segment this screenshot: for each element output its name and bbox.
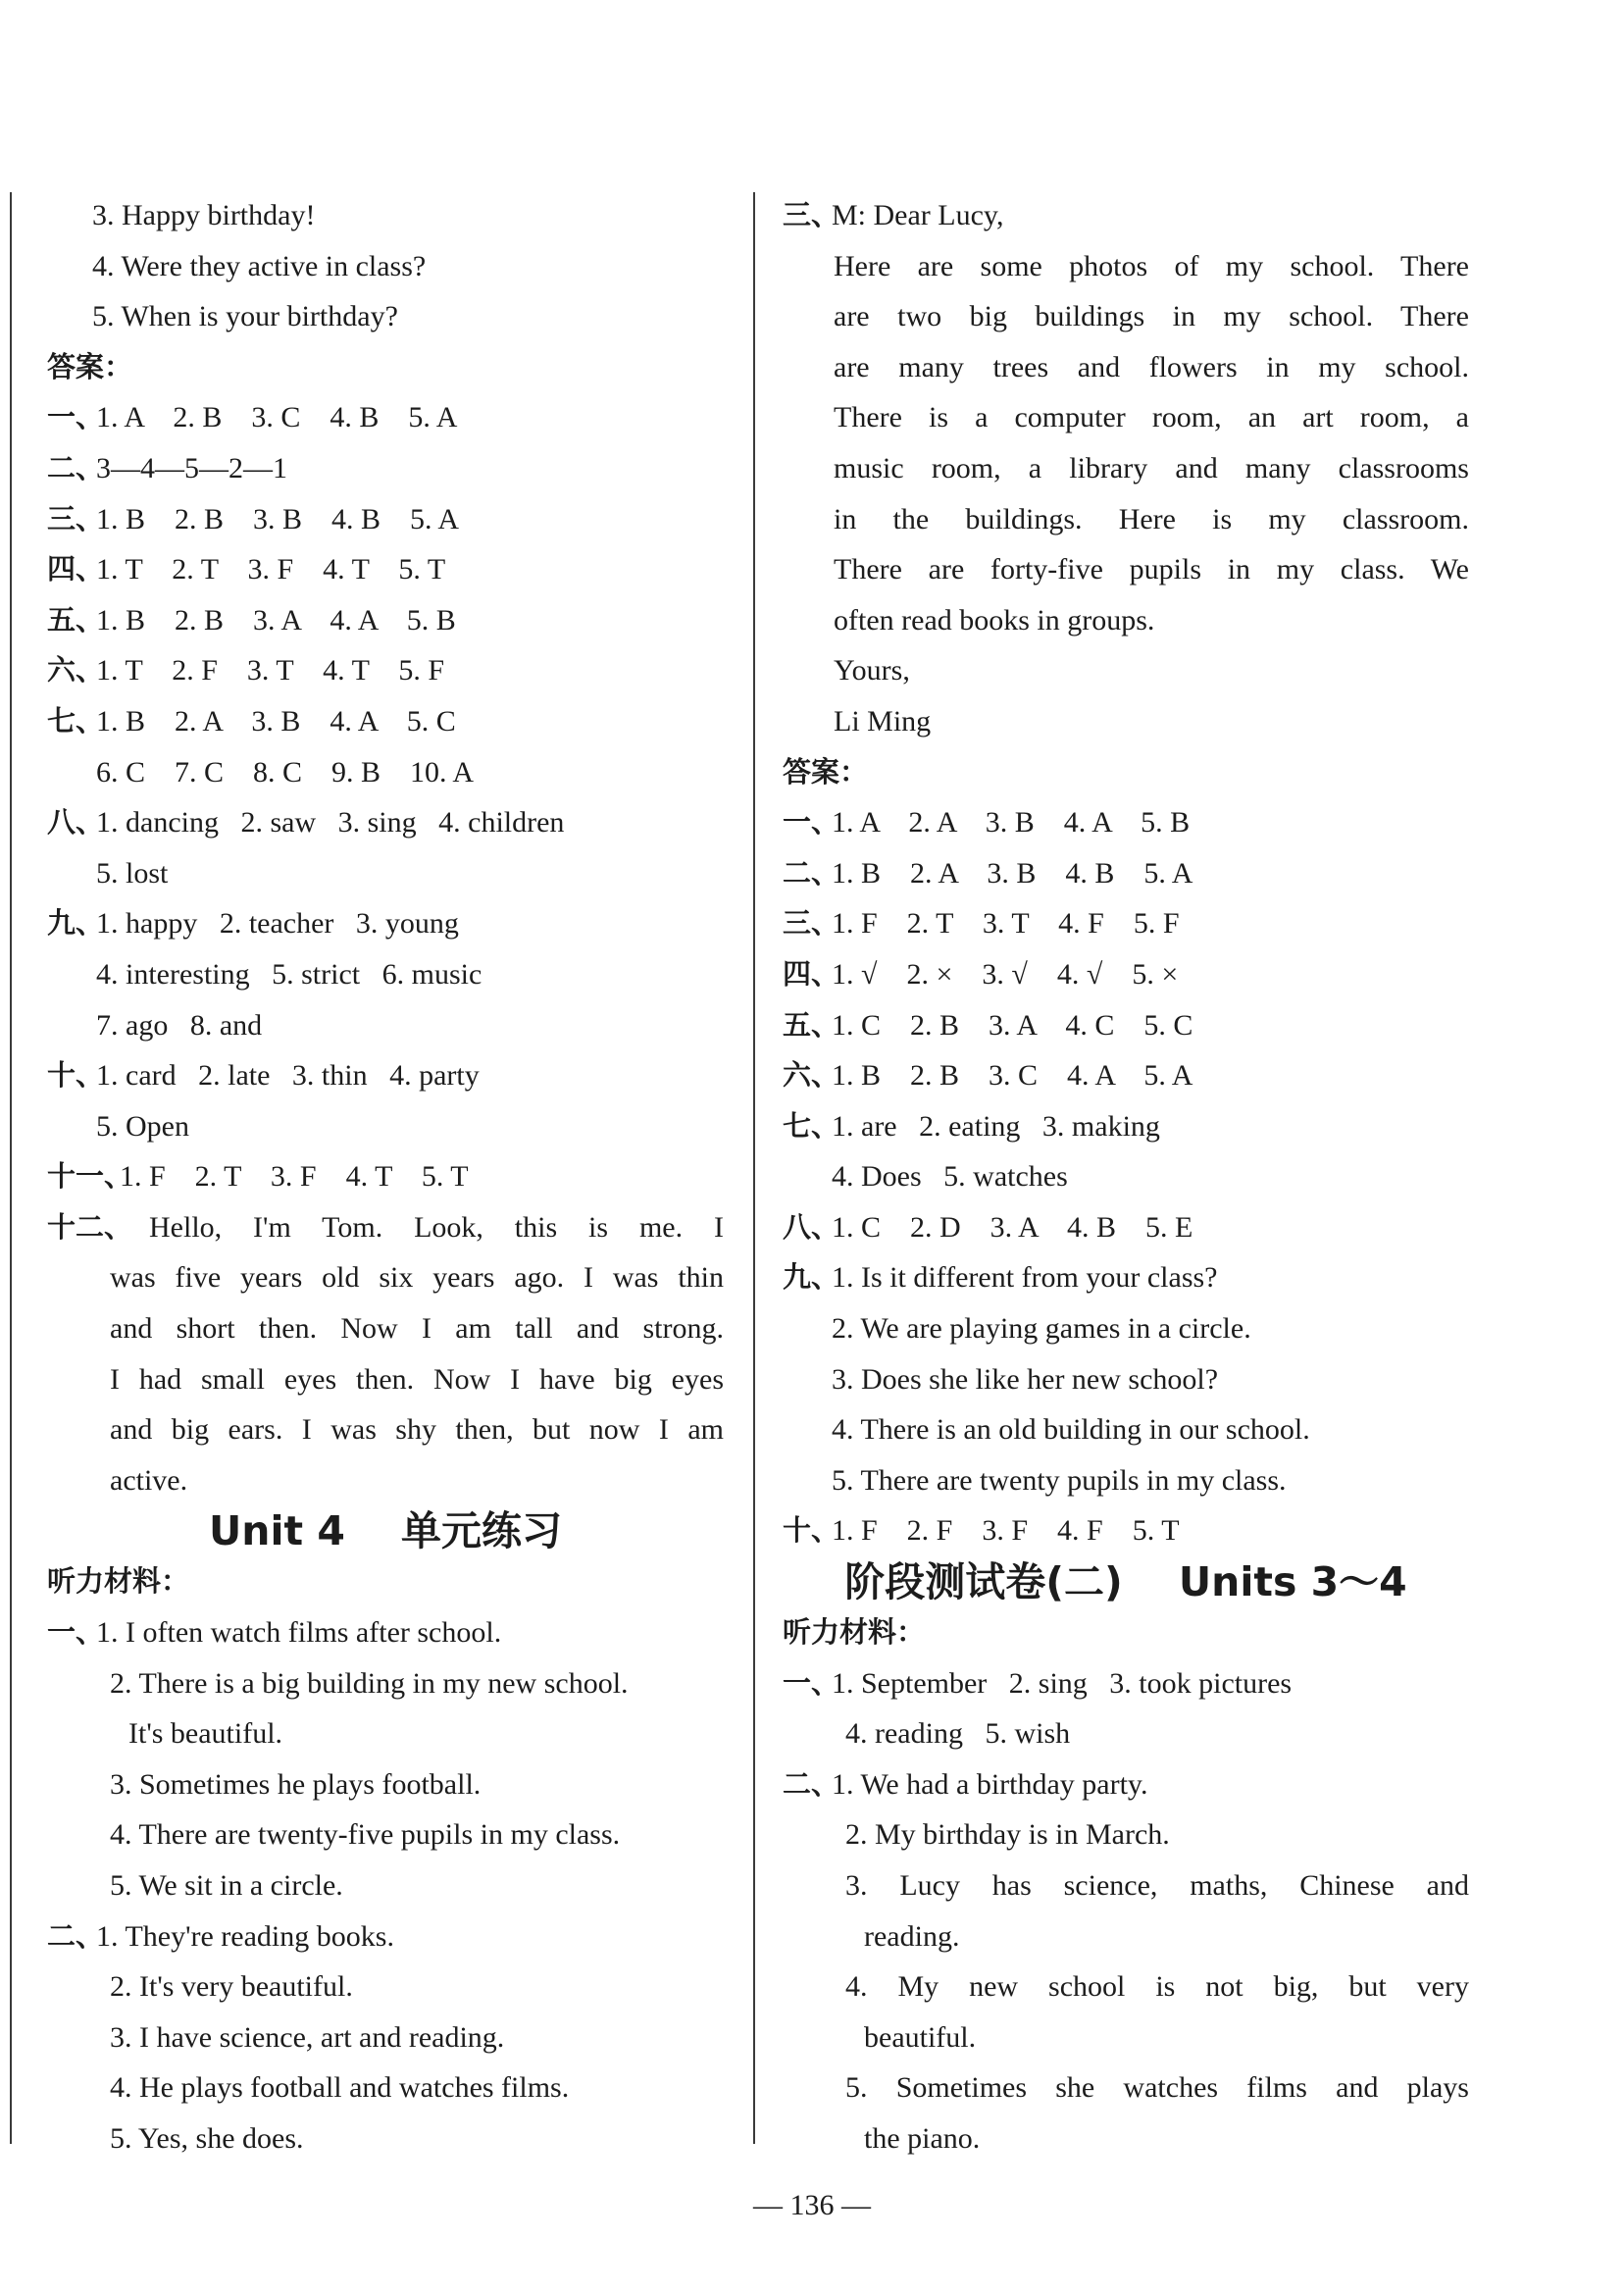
answer-line: 二、1. B 2. A 3. B 4. B 5. A [783, 855, 1193, 890]
answer-line: 4. interesting 5. strict 6. music [96, 957, 482, 991]
listening-line: 4. Were they active in class? [92, 249, 427, 282]
letter-signature: Li Ming [834, 704, 932, 738]
listening-line: It's beautiful. [128, 1717, 283, 1751]
answer-line: 八、1. C 2. D 3. A 4. B 5. E [783, 1209, 1193, 1244]
listening-line: 一、1. September 2. sing 3. took pictures [783, 1665, 1293, 1700]
listening-line: 二、1. We had a birthday party. [783, 1766, 1148, 1801]
answer-line: 6. C 7. C 8. C 9. B 10. A [96, 755, 475, 789]
answer-line: 二、3—4—5—2—1 [47, 450, 287, 484]
answer-line: 一、1. A 2. A 3. B 4. A 5. B [783, 805, 1191, 840]
answer-line: 六、1. B 2. B 3. C 4. A 5. A [783, 1058, 1193, 1093]
answer-line: 4. Does 5. watches [832, 1160, 1068, 1194]
letter-line: are two big buildings in my school. There [834, 300, 1469, 333]
answer-line: 5. There are twenty pupils in my class. [832, 1463, 1287, 1497]
answer-line: 三、1. B 2. B 3. B 4. B 5. A [47, 501, 460, 535]
answer-line: 七、1. are 2. eating 3. making [783, 1108, 1160, 1143]
answer-line: 五、1. B 2. B 3. A 4. A 5. B [47, 602, 456, 636]
left-border-line [10, 192, 12, 2144]
answer-line: 七、1. B 2. A 3. B 4. A 5. C [47, 703, 456, 738]
listening-line: 3. Happy birthday! [92, 199, 316, 231]
listening-line: the piano. [864, 2121, 981, 2155]
essay-line: and big ears. I was shy then, but now I am [110, 1413, 724, 1447]
answer-line: 十、1. card 2. late 3. thin 4. party [47, 1058, 480, 1093]
listening-line: 3. Lucy has science, maths, Chinese and [845, 1869, 1469, 1902]
answer-line: 十一、1. F 2. T 3. F 4. T 5. T [47, 1159, 469, 1194]
listening-line: 5. When is your birthday? [92, 300, 398, 333]
answer-line: 十、1. F 2. F 3. F 4. F 5. T [783, 1513, 1180, 1548]
answer-line: 四、1. √ 2. × 3. √ 4. √ 5. × [783, 956, 1179, 991]
letter-line: music room, a library and many classrooms [834, 451, 1469, 484]
test-heading: 阶段测试卷(二) Units 3～4 [844, 1558, 1407, 1606]
answers-heading: 答案： [47, 349, 133, 383]
essay-line: 十二、 Hello, I'm Tom. Look, this is me. I [47, 1202, 724, 1253]
essay-line: was five years old six years ago. I was thin [110, 1261, 724, 1295]
essay-line: and short then. Now I am tall and strong. [110, 1312, 724, 1346]
answer-line: 4. There is an old building in our school. [832, 1413, 1310, 1447]
left-column [47, 190, 724, 2164]
letter-line: are many trees and flowers in my school. [834, 350, 1469, 383]
listening-line: 2. There is a big building in my new school. [110, 1666, 629, 1700]
listening-line: 5. Yes, she does. [110, 2121, 304, 2155]
listening-line: 3. Sometimes he plays football. [110, 1767, 482, 1801]
listening-heading: 听力材料： [783, 1615, 926, 1650]
listening-line: 一、1. I often watch films after school. [47, 1615, 502, 1650]
letter-line: in the buildings. Here is my classroom. [834, 502, 1469, 535]
listening-line: 二、1. They're reading books. [47, 1918, 394, 1953]
listening-line: beautiful. [864, 2020, 977, 2054]
answers-heading: 答案： [783, 754, 869, 789]
essay-line: I had small eyes then. Now I have big eyes [110, 1362, 724, 1396]
answer-line: 九、1. Is it different from your class? [783, 1260, 1218, 1295]
letter-line: There is a computer room, an art room, a [834, 401, 1469, 434]
listening-line: 3. I have science, art and reading. [110, 2020, 505, 2054]
letter-line: There are forty-five pupils in my class. We [834, 553, 1469, 586]
answer-line: 三、1. F 2. T 3. T 4. F 5. F [783, 906, 1180, 941]
letter-intro: 三、M: Dear Lucy, [783, 198, 1004, 231]
listening-line: 2. It's very beautiful. [110, 1970, 353, 2004]
answer-line: 五、1. C 2. B 3. A 4. C 5. C [783, 1007, 1193, 1042]
letter-line: Here are some photos of my school. There [834, 249, 1469, 282]
listening-line: 4. He plays football and watches films. [110, 2071, 570, 2105]
listening-line: 5. Sometimes she watches films and plays [845, 2071, 1469, 2105]
answer-line: 7. ago 8. and [96, 1008, 263, 1042]
answer-line: 四、1. T 2. T 3. F 4. T 5. T [47, 552, 446, 586]
essay-line: active. [110, 1463, 188, 1497]
right-column [783, 190, 1469, 2164]
unit-heading: Unit 4 单元练习 [208, 1507, 563, 1555]
essay-label: 十二、 [47, 1209, 133, 1244]
answer-line: 九、1. happy 2. teacher 3. young [47, 906, 459, 941]
listening-line: 4. There are twenty-five pupils in my class. [110, 1818, 621, 1852]
answer-line: 一、1. A 2. B 3. C 4. B 5. A [47, 400, 458, 434]
listening-line: 4. My new school is not big, but very [845, 1970, 1469, 2004]
answer-line: 5. Open [96, 1109, 189, 1143]
answer-line: 六、1. T 2. F 3. T 4. T 5. F [47, 653, 445, 687]
page-number: — 136 — [753, 2189, 871, 2221]
letter-line: often read books in groups. [834, 603, 1155, 636]
answer-line: 5. lost [96, 856, 169, 890]
answer-line: 3. Does she like her new school? [832, 1362, 1219, 1396]
answer-line: 2. We are playing games in a circle. [832, 1312, 1251, 1346]
listening-line: 2. My birthday is in March. [845, 1818, 1170, 1852]
listening-line: reading. [864, 1919, 960, 1953]
answer-line: 八、1. dancing 2. saw 3. sing 4. children [47, 805, 565, 840]
listening-heading: 听力材料： [47, 1564, 190, 1599]
letter-closing: Yours, [834, 654, 910, 687]
listening-line: 5. We sit in a circle. [110, 1869, 343, 1902]
listening-line: 4. reading 5. wish [845, 1717, 1071, 1751]
column-divider [753, 192, 755, 2144]
